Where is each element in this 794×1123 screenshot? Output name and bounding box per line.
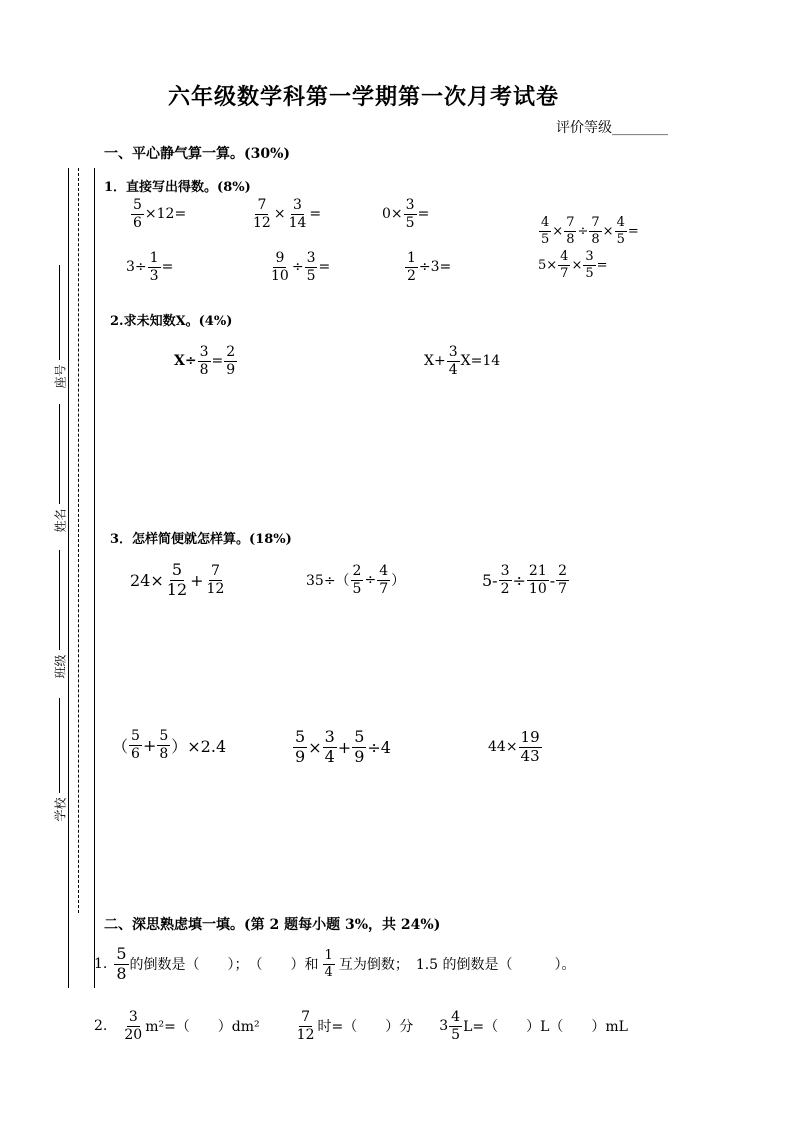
part1-heading: 1．直接写出得数。(8%) bbox=[104, 180, 251, 195]
calc-item: $\frac{9}{10}$ ÷ $\frac{3}{5}$ = bbox=[271, 250, 331, 284]
fill-question-2: 2. $\frac{3}{20}$ m²=（ ）dm² $\frac{7}{12}$ 时=（ ）分 3 $\frac{4}{5}$ L=（ ）L（ ）mL bbox=[94, 1009, 628, 1043]
expression-item: 5- $\frac{3}{2}$ ÷ $\frac{21}{10}$ - $\frac{2}{7}$ bbox=[482, 563, 568, 597]
expression-item: 35÷（ $\frac{2}{5}$ ÷ $\frac{4}{7}$ ） bbox=[306, 563, 406, 597]
binding-cut-line bbox=[78, 168, 79, 913]
name-line bbox=[59, 404, 60, 504]
grade-field bbox=[556, 117, 668, 137]
seat-label: 座号 bbox=[53, 364, 68, 389]
calc-item: $\frac{5}{6}$ ×12= bbox=[133, 197, 187, 231]
expression-item: $\frac{5}{9}$ × $\frac{3}{4}$ + $\frac{5}{9}$ ÷4 bbox=[295, 727, 391, 766]
page-title: 六年级数学科第一学期第一次月考试卷 bbox=[168, 84, 560, 110]
expression-item: （ $\frac{5}{6}$ + $\frac{5}{8}$ ）×2.4 bbox=[112, 728, 227, 762]
seat-line bbox=[59, 265, 60, 360]
expression-item: 44× $\frac{19}{43}$ bbox=[488, 728, 540, 765]
grade-label: 评价等级 bbox=[556, 120, 612, 136]
grade-blank: ________ bbox=[612, 120, 668, 136]
part3-heading: 3．怎样简便就怎样算。(18%) bbox=[110, 532, 292, 547]
part2-heading: 2.求未知数X。(4%) bbox=[110, 314, 233, 329]
equation-item: X÷ $\frac{3}{8}$ = $\frac{2}{9}$ bbox=[174, 344, 236, 378]
section2-heading: 二、深思熟虑填一填。(第 2 题每小题 3%，共 24%) bbox=[104, 917, 441, 933]
calc-item: $\frac{1}{2}$ ÷3= bbox=[407, 250, 452, 284]
school-line bbox=[59, 698, 60, 793]
binding-border-left bbox=[68, 168, 69, 988]
fill-question-1: 1. $\frac{5}{8}$ 的倒数是（ ）； （ ）和 $\frac{1}{4}$ 互为倒数； 1.5 的倒数是（ ）。 bbox=[94, 944, 576, 983]
name-label: 姓名 bbox=[53, 508, 68, 533]
calc-item: $\frac{4}{5}$ × $\frac{7}{8}$ ÷ $\frac{7}{8}$ × $\frac{4}{5}$ = bbox=[541, 215, 639, 247]
class-line bbox=[59, 550, 60, 650]
expression-item: 24× $\frac{5}{12}$ + $\frac{7}{12}$ bbox=[130, 560, 225, 599]
calc-item: 0× $\frac{3}{5}$ = bbox=[382, 197, 430, 231]
calc-item: $\frac{7}{12}$ × $\frac{3}{14}$ = bbox=[253, 197, 322, 231]
school-label: 学校 bbox=[53, 797, 68, 822]
equation-item: X+ $\frac{3}{4}$ X=14 bbox=[424, 344, 501, 378]
class-label: 班级 bbox=[53, 654, 68, 679]
section1-heading: 一、平心静气算一算。(30%) bbox=[104, 146, 291, 162]
calc-item: 3÷ $\frac{1}{3}$ = bbox=[126, 250, 174, 284]
binding-border-right bbox=[94, 168, 95, 988]
calc-item: 5× $\frac{4}{7}$ × $\frac{3}{5}$ = bbox=[538, 249, 608, 281]
